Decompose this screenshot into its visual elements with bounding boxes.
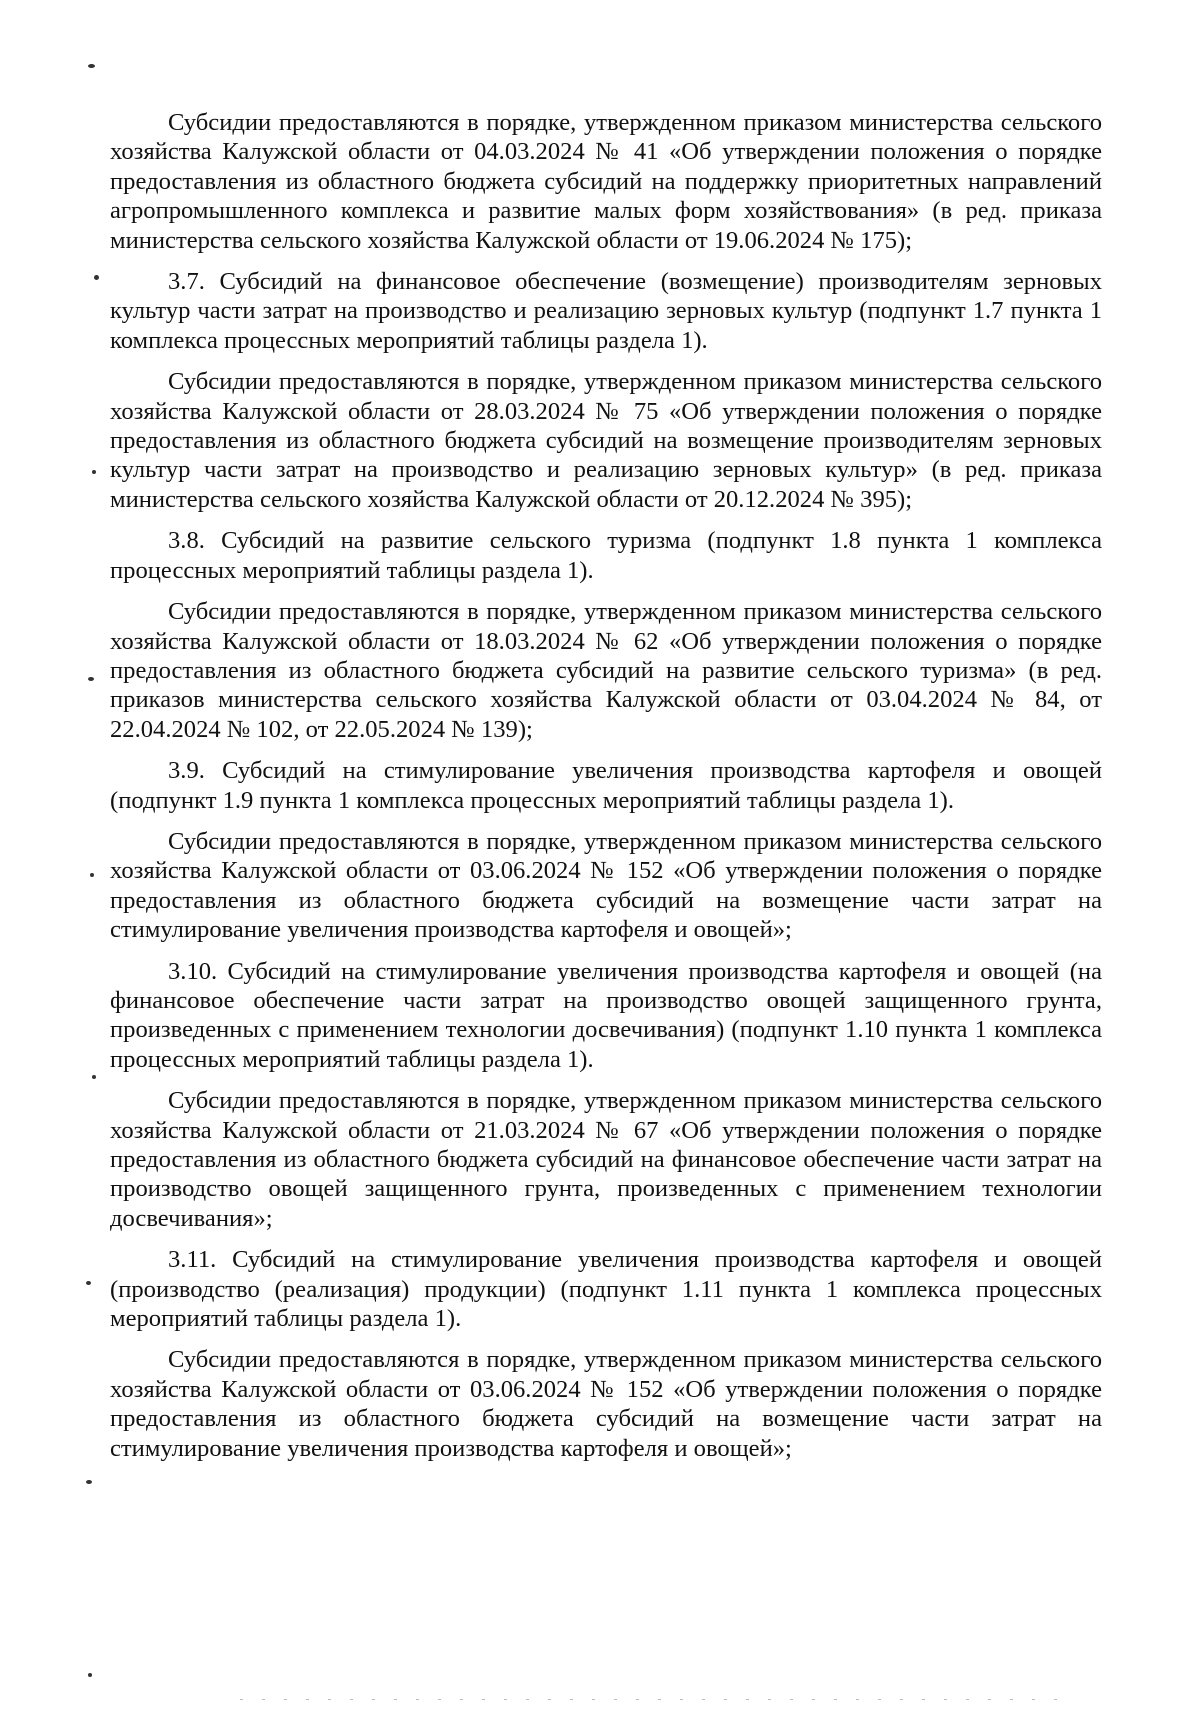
scan-speck	[90, 873, 94, 877]
scan-speck	[86, 1281, 91, 1285]
scan-speck	[88, 677, 94, 681]
scan-speck	[92, 1075, 96, 1079]
paragraph-subsidy-order-62: Субсидии предоставляются в порядке, утвержденном приказом министерства сельского хозяйства Калужской области от 18.03.2024 № 62 «Об утверждении положения о порядке предоставления из областного бюджета субсидий на развитие сельского туризма» (в ред. приказов министерства сельского хозяйства Калужской области от 03.04.2024 № 84, от 22.04.2024 № 102, от 22.05.2024 № 139);	[110, 598, 1102, 743]
paragraph-subsidy-order-41: Субсидии предоставляются в порядке, утвержденном приказом министерства сельского хозяйства Калужской области от 04.03.2024 № 41 «Об утверждении положения о порядке предоставления из областного бюджета субсидий на поддержку приоритетных направлений агропромышленного комплекса и развитие малых форм хозяйствования» (в ред. приказа министерства сельского хозяйства Калужской области от 19.06.2024 № 175);	[110, 109, 1102, 254]
paragraph-subsidy-order-75: Субсидии предоставляются в порядке, утвержденном приказом министерства сельского хозяйства Калужской области от 28.03.2024 № 75 «Об утверждении положения о порядке предоставления из областного бюджета субсидий на возмещение производителям зерновых культур части затрат на производство и реализацию зерновых культур» (в ред. приказа министерства сельского хозяйства Калужской области от 20.12.2024 № 395);	[110, 368, 1102, 513]
scan-speck	[88, 64, 95, 68]
paragraph-3-11: 3.11. Субсидий на стимулирование увеличения производства картофеля и овощей (производство (реализация) продукции) (подпункт 1.11 пункта 1 комплекса процессных мероприятий таблицы раздела 1).	[110, 1246, 1102, 1333]
scan-speck	[92, 470, 96, 474]
paragraph-3-9: 3.9. Субсидий на стимулирование увеличения производства картофеля и овощей (подпункт 1.9 пункта 1 комплекса процессных мероприятий таблицы раздела 1).	[110, 757, 1102, 814]
paragraph-3-8: 3.8. Субсидий на развитие сельского туризма (подпункт 1.8 пункта 1 комплекса процессных мероприятий таблицы раздела 1).	[110, 527, 1102, 584]
paragraph-subsidy-order-152-repeat: Субсидии предоставляются в порядке, утвержденном приказом министерства сельского хозяйства Калужской области от 03.06.2024 № 152 «Об утверждении положения о порядке предоставления из областного бюджета субсидий на возмещение части затрат на стимулирование увеличения производства картофеля и овощей»;	[110, 1346, 1102, 1462]
paragraph-subsidy-order-152: Субсидии предоставляются в порядке, утвержденном приказом министерства сельского хозяйства Калужской области от 03.06.2024 № 152 «Об утверждении положения о порядке предоставления из областного бюджета субсидий на возмещение части затрат на стимулирование увеличения производства картофеля и овощей»;	[110, 827, 1102, 944]
paragraph-3-10: 3.10. Субсидий на стимулирование увеличения производства картофеля и овощей (на финансовое обеспечение части затрат на производство овощей защищенного грунта, произведенных с применением технологии досвечивания) (подпункт 1.10 пункта 1 комплекса процессных мероприятий таблицы раздела 1).	[110, 957, 1102, 1073]
scan-edge	[240, 1699, 1060, 1700]
scan-speck	[94, 275, 99, 280]
paragraph-3-7: 3.7. Субсидий на финансовое обеспечение (возмещение) производителям зерновых культур части затрат на производство и реализацию зерновых культур (подпункт 1.7 пункта 1 комплекса процессных мероприятий таблицы раздела 1).	[110, 268, 1102, 354]
paragraph-subsidy-order-67: Субсидии предоставляются в порядке, утвержденном приказом министерства сельского хозяйства Калужской области от 21.03.2024 № 67 «Об утверждении положения о порядке предоставления из областного бюджета субсидий на финансовое обеспечение части затрат на производство овощей защищенного грунта, произведенных с применением технологии досвечивания»;	[110, 1087, 1102, 1232]
scan-speck	[86, 1480, 92, 1484]
scan-speck	[88, 1673, 92, 1677]
document-page	[110, 108, 1102, 1474]
